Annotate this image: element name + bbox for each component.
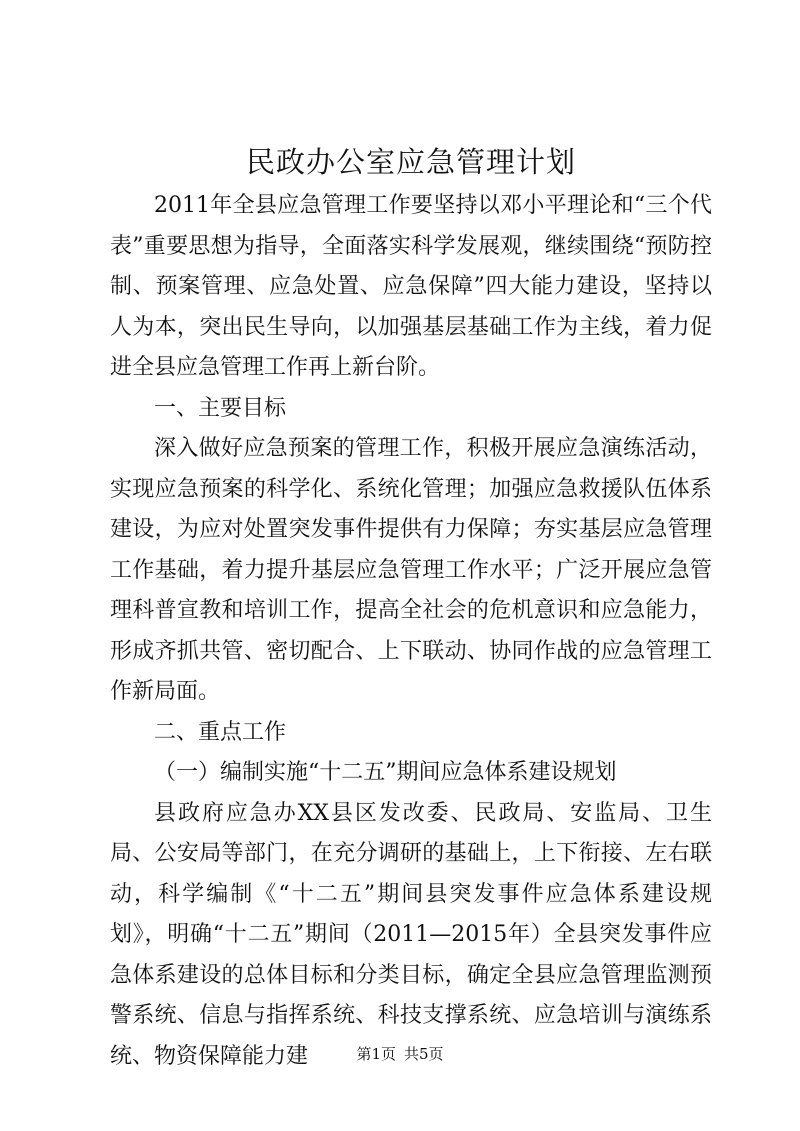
page-total: 共5页 xyxy=(404,1045,444,1063)
plan-paragraph: 县政府应急办XX县区发改委、民政局、安监局、卫生局、公安局等部门，在充分调研的基础上，上下衔接、左右联动，科学编制《“十二五”期间县突发事件应急体系建设规划》，明确“十二五”期间（2011—2015年）全县突发事件应急体系建设的总体目标和分类目标，确定全县应急管理监测预警系统、信息与指挥系统、科技支撑系统、应急培训与演练系统、物资保障能力建 xyxy=(110,800,712,1069)
section-heading-key-work: 二、重点工作 xyxy=(154,719,287,745)
main-goals-paragraph: 深入做好应急预案的管理工作，积极开展应急演练活动，实现应急预案的科学化、系统化管理；加强应急救援队伍体系建设，为应对处置突发事件提供有力保障；夯实基层应急管理工作基础，着力提升基层应急管理工作水平；广泛开展应急管理科普宣教和培训工作，提高全社会的危机意识和应急能力，形成齐抓共管、密切配合、上下联动、协同作战的应急管理工作新局面。 xyxy=(110,436,712,704)
page-number: 第1页 xyxy=(356,1045,396,1063)
document-body xyxy=(110,138,712,1077)
subsection-heading-plan: （一）编制实施“十二五”期间应急体系建设规划 xyxy=(154,760,617,785)
section-heading-main-goals: 一、主要目标 xyxy=(154,395,287,421)
document-title: 民政办公室应急管理计划 xyxy=(245,145,576,179)
page-footer xyxy=(0,1044,800,1064)
intro-paragraph: 2011年全县应急管理工作要坚持以邓小平理论和“三个代表”重要思想为指导，全面落实科学发展观，继续围绕“预防控制、预案管理、应急处置、应急保障”四大能力建设，坚持以人为本，突出民生导向，以加强基层基础工作为主线，着力促进全县应急管理工作再上新台阶。 xyxy=(110,193,712,380)
